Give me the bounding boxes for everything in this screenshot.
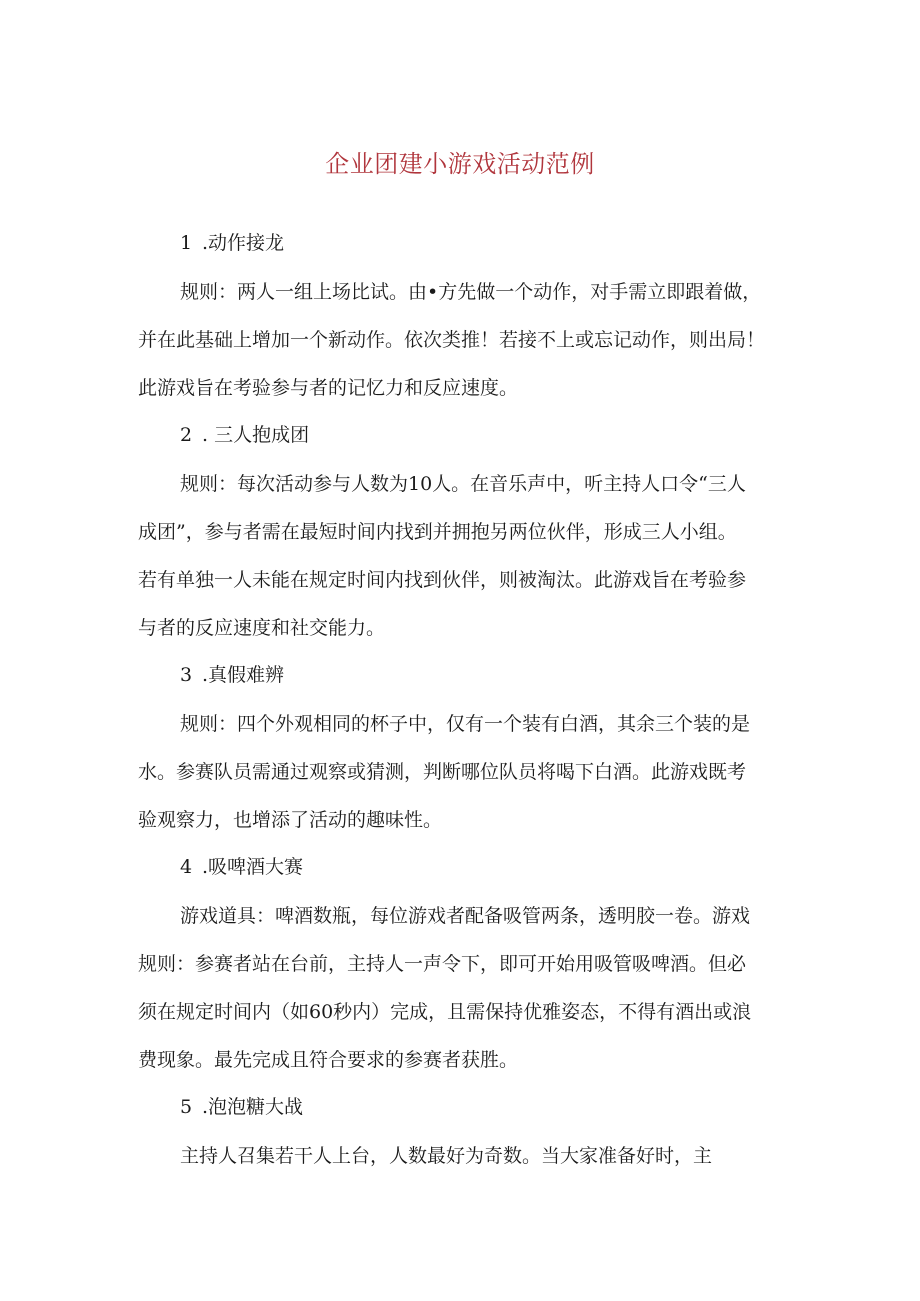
paragraph-line: 规则：参赛者站在台前，主持人一声令下，即可开始用吸管吸啤酒。但必: [138, 953, 747, 975]
paragraph-line: 此游戏旨在考验参与者的记忆力和反应速度。: [138, 377, 519, 399]
paragraph-line: 规则：四个外观相同的杯子中，仅有一个装有白酒，其余三个装的是: [180, 713, 751, 735]
paragraph-line: 水。参赛队员需通过观察或猜测，判断哪位队员将喝下白酒。此游戏既考: [138, 761, 747, 783]
section-paragraph: [138, 460, 788, 652]
paragraph-line: 费现象。最先完成且符合要求的参赛者获胜。: [138, 1049, 519, 1071]
section-number: 3: [180, 664, 193, 686]
section-number: 2: [180, 424, 193, 446]
section-paragraph: [138, 892, 788, 1084]
section-number: 5: [180, 1096, 193, 1118]
section-heading: [138, 420, 788, 450]
document-title: 企业团建小游戏活动范例: [325, 150, 595, 178]
section-heading: [138, 1092, 788, 1122]
paragraph-line: 规则：两人一组上场比试。由•方先做一个动作，对手需立即跟着做，: [180, 281, 762, 303]
section-heading: [138, 660, 788, 690]
section-paragraph: [138, 268, 788, 412]
section-4: [138, 852, 788, 1084]
paragraph-line: 若有单独一人未能在规定时间内找到伙伴，则被淘汰。此游戏旨在考验参: [138, 569, 747, 591]
section-number: 4: [180, 856, 193, 878]
section-title: . 三人抱成团: [202, 424, 310, 446]
section-title: .动作接龙: [202, 232, 285, 254]
paragraph-line: 验观察力，也增添了活动的趣味性。: [138, 809, 443, 831]
section-2: [138, 420, 788, 652]
paragraph-line: 游戏道具：啤酒数瓶，每位游戏者配备吸管两条，透明胶一卷。游戏: [180, 905, 751, 927]
section-title: .泡泡糖大战: [202, 1096, 304, 1118]
paragraph-line: 与者的反应速度和社交能力。: [138, 617, 386, 639]
section-title: .吸啤酒大赛: [202, 856, 304, 878]
paragraph-line: 主持人召集若干人上台，人数最好为奇数。当大家准备好时，主: [180, 1145, 713, 1167]
paragraph-line: 须在规定时间内（如60秒内）完成，且需保持优雅姿态，不得有酒出或浪: [138, 1001, 752, 1023]
section-heading: [138, 228, 788, 258]
section-3: [138, 660, 788, 844]
section-title: .真假难辨: [202, 664, 285, 686]
section-paragraph: [138, 700, 788, 844]
section-number: 1: [180, 232, 193, 254]
section-paragraph: [138, 1132, 788, 1180]
paragraph-line: 规则：每次活动参与人数为10人。在音乐声中，听主持人口令“三人: [180, 473, 746, 495]
paragraph-line: 成团”，参与者需在最短时间内找到并拥抱另两位伙伴，形成三人小组。: [138, 521, 737, 543]
section-1: [138, 228, 788, 412]
section-heading: [138, 852, 788, 882]
section-5: [138, 1092, 788, 1180]
paragraph-line: 并在此基础上增加一个新动作。依次类推！若接不上或忘记动作，则出局！: [138, 329, 766, 351]
